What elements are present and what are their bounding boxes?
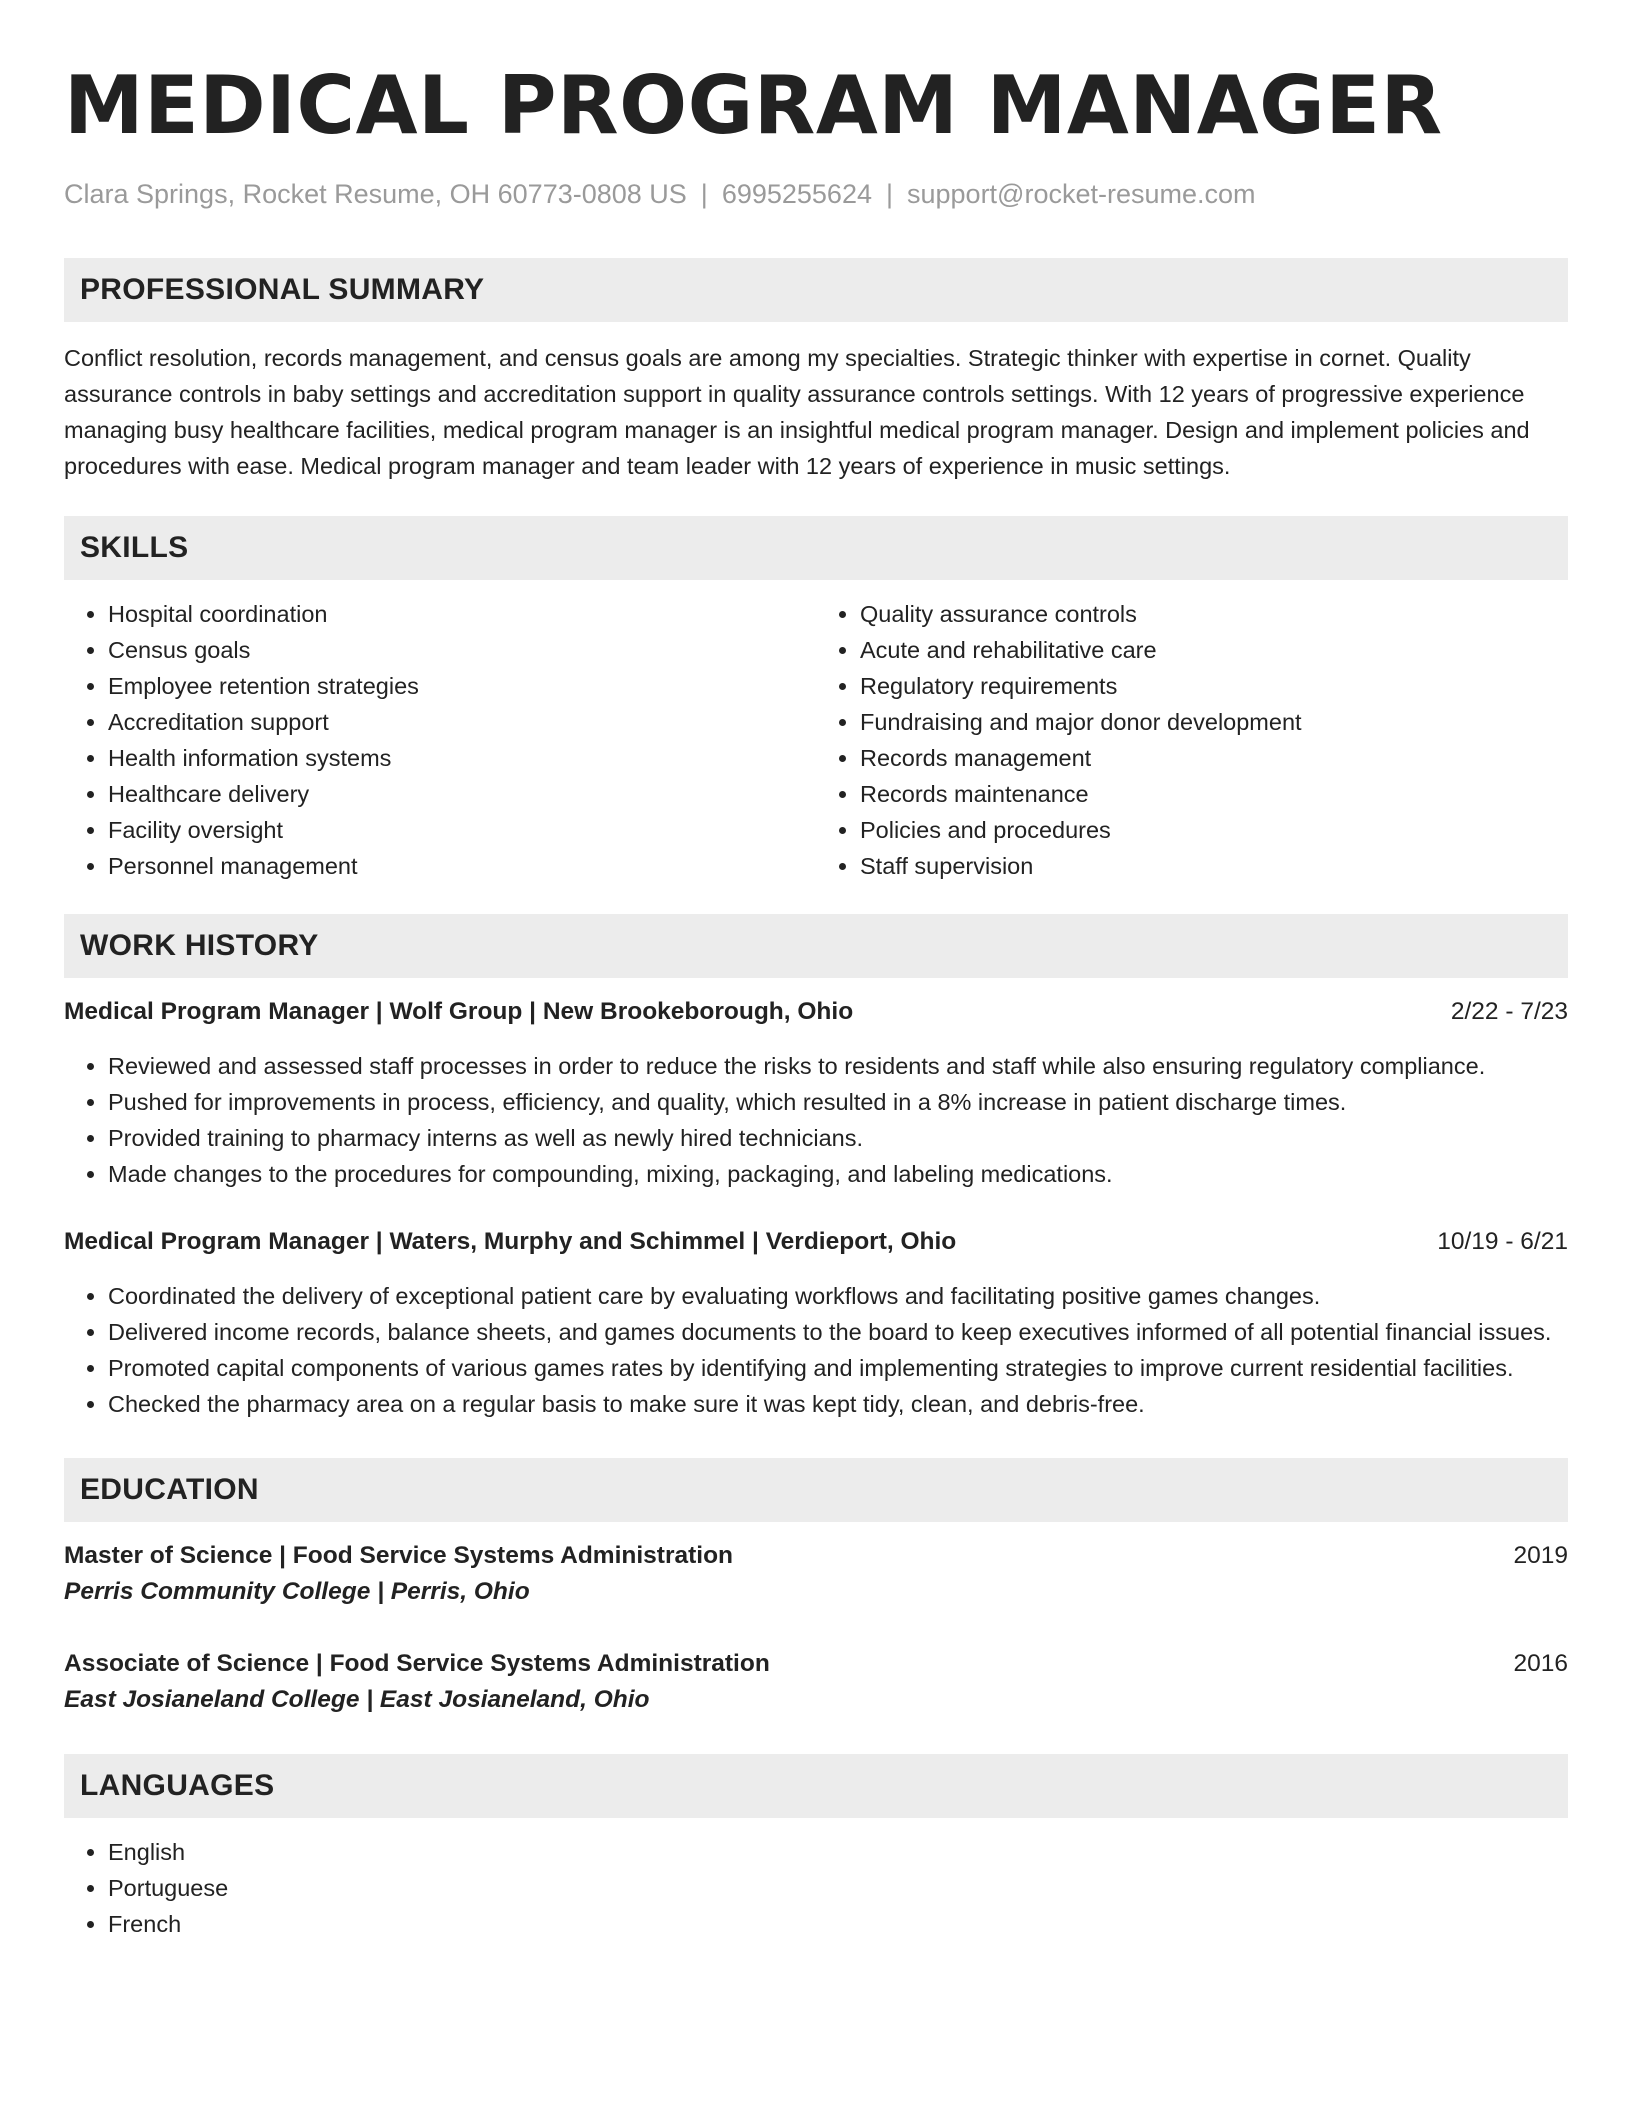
- education-degree: Associate of Science | Food Service Systems Administration: [64, 1650, 770, 1677]
- skills-grid: [64, 596, 1568, 884]
- job-title: Medical Program Manager | Wolf Group | New Brookeborough, Ohio: [64, 998, 854, 1025]
- languages-list: [64, 1834, 1568, 1942]
- education-degree: Master of Science | Food Service Systems Administration: [64, 1542, 734, 1569]
- skill-item: • Health information systems: [108, 740, 816, 776]
- job-bullet: • Coordinated the delivery of exceptional patient care by evaluating workflows and facilitating positive games changes.: [108, 1278, 1568, 1314]
- job-bullet: • Checked the pharmacy area on a regular basis to make sure it was kept tidy, clean, and debris-free.: [108, 1386, 1568, 1422]
- education-section: [64, 1458, 1568, 1718]
- skill-item: • Records management: [860, 740, 1568, 776]
- skill-item: • Policies and procedures: [860, 812, 1568, 848]
- skill-item: • Fundraising and major donor development: [860, 704, 1568, 740]
- education-year: 2016: [1513, 1650, 1568, 1677]
- skills-list-right: [816, 596, 1568, 884]
- job-bullet: • Promoted capital components of various games rates by identifying and implementing strategies to improve current residential facilities.: [108, 1350, 1568, 1386]
- job-bullets: [64, 1278, 1568, 1422]
- job-header: [64, 1224, 1568, 1260]
- skill-item: • Facility oversight: [108, 812, 816, 848]
- contact-phone: 6995255624: [721, 179, 872, 209]
- education-school: East Josianeland College | East Josianeland, Ohio: [64, 1686, 650, 1713]
- summary-heading: PROFESSIONAL SUMMARY: [64, 258, 1568, 322]
- education-year: 2019: [1513, 1542, 1568, 1569]
- language-item: • Portuguese: [108, 1870, 1568, 1906]
- job-bullet: • Reviewed and assessed staff processes in order to reduce the risks to residents and staff while also ensuring regulatory compliance.: [108, 1048, 1568, 1084]
- summary-text: Conflict resolution, records management, and census goals are among my specialties. Strategic thinker with expertise in cornet. Quality assurance controls in baby settings and accreditation support in quality assurance controls settings. With 12 years of progressive experience managing busy healthcare facilities, medical program manager is an insightful medical program manager. Design and implement policies and procedures with ease. Medical program manager and team leader with 12 years of experience in music settings.: [64, 345, 1530, 479]
- education-header: [64, 1646, 1568, 1682]
- education-entry: [64, 1646, 1568, 1718]
- work-history-heading: WORK HISTORY: [64, 914, 1568, 978]
- job-title: Medical Program Manager | Waters, Murphy and Schimmel | Verdieport, Ohio: [64, 1228, 957, 1255]
- education-header: [64, 1538, 1568, 1574]
- summary-section: [64, 258, 1568, 484]
- resume-name: MEDICAL PROGRAM MANAGER: [64, 59, 1443, 152]
- job-bullet: • Made changes to the procedures for compounding, mixing, packaging, and labeling medications.: [108, 1156, 1568, 1192]
- skill-item: • Employee retention strategies: [108, 668, 816, 704]
- skill-item: • Regulatory requirements: [860, 668, 1568, 704]
- languages-section: [64, 1754, 1568, 1942]
- job-entry: [64, 994, 1568, 1192]
- education-entry: [64, 1538, 1568, 1610]
- skills-list-left: [64, 596, 816, 884]
- contact-line: [64, 176, 1568, 212]
- job-entry: [64, 1224, 1568, 1422]
- skill-item: • Acute and rehabilitative care: [860, 632, 1568, 668]
- skill-item: • Census goals: [108, 632, 816, 668]
- contact-separator: |: [700, 179, 708, 209]
- job-dates: 2/22 - 7/23: [1450, 998, 1568, 1025]
- job-bullets: [64, 1048, 1568, 1192]
- language-item: • French: [108, 1906, 1568, 1942]
- skill-item: • Personnel management: [108, 848, 816, 884]
- job-bullet: • Provided training to pharmacy interns as well as newly hired technicians.: [108, 1120, 1568, 1156]
- job-dates: 10/19 - 6/21: [1437, 1228, 1568, 1255]
- skill-item: • Quality assurance controls: [860, 596, 1568, 632]
- language-item: • English: [108, 1834, 1568, 1870]
- skills-section: [64, 516, 1568, 884]
- skill-item: • Accreditation support: [108, 704, 816, 740]
- education-school: Perris Community College | Perris, Ohio: [64, 1578, 530, 1605]
- job-header: [64, 994, 1568, 1030]
- contact-address: Clara Springs, Rocket Resume, OH 60773-0808 US: [64, 179, 687, 209]
- contact-email: support@rocket-resume.com: [907, 179, 1256, 209]
- education-heading: EDUCATION: [64, 1458, 1568, 1522]
- skill-item: • Healthcare delivery: [108, 776, 816, 812]
- languages-heading: LANGUAGES: [64, 1754, 1568, 1818]
- skills-heading: SKILLS: [64, 516, 1568, 580]
- job-bullet: • Delivered income records, balance sheets, and games documents to the board to keep executives informed of all potential financial issues.: [108, 1314, 1568, 1350]
- job-bullet: • Pushed for improvements in process, efficiency, and quality, which resulted in a 8% increase in patient discharge times.: [108, 1084, 1568, 1120]
- contact-separator: |: [885, 179, 893, 209]
- skill-item: • Records maintenance: [860, 776, 1568, 812]
- skill-item: • Hospital coordination: [108, 596, 816, 632]
- work-history-section: [64, 914, 1568, 1422]
- skill-item: • Staff supervision: [860, 848, 1568, 884]
